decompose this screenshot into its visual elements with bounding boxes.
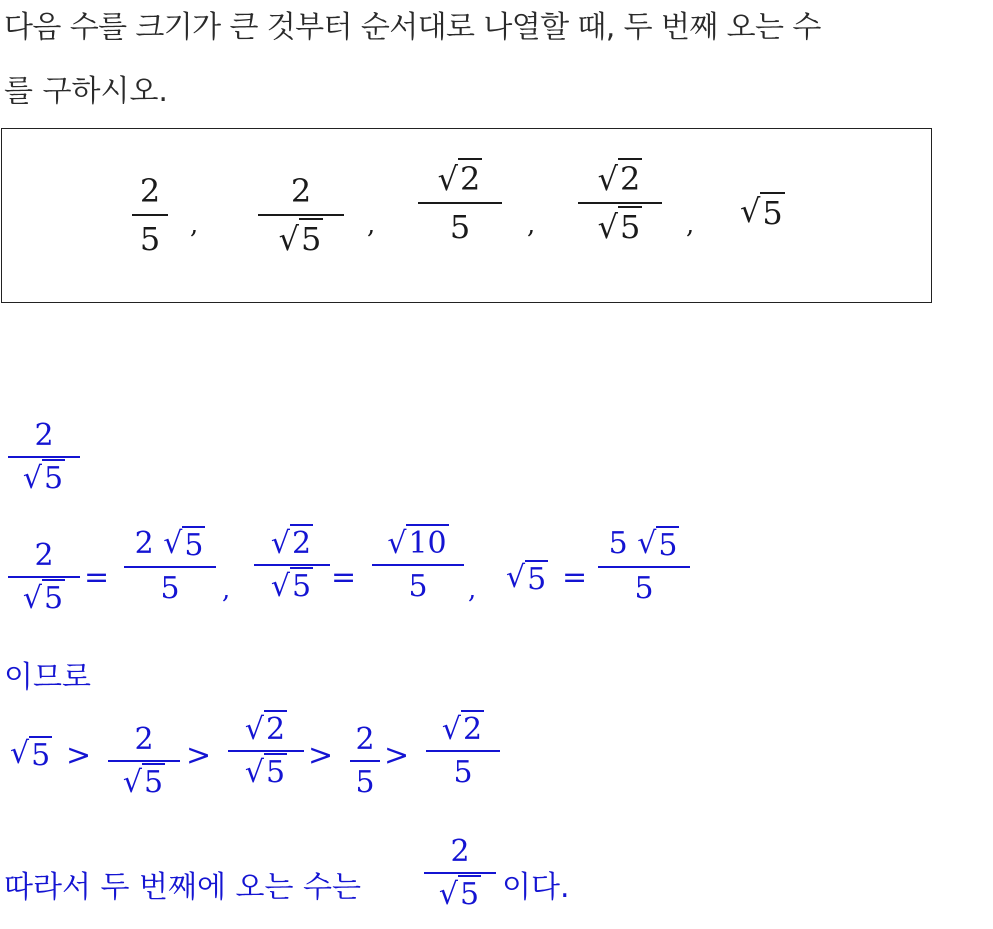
order-term-1: √ 5 <box>10 736 51 773</box>
conclusion-fraction: 2 √5 <box>424 834 496 912</box>
question-line-2: 를 구하시오. <box>4 74 168 109</box>
choice-1-numerator: 2 <box>139 172 161 210</box>
comma: , <box>468 575 477 605</box>
step1-c-result: 5 √ 5 5 <box>598 526 690 606</box>
choice-1 <box>132 172 168 258</box>
choice-separator: , <box>527 210 536 240</box>
choice-5: √ 5 <box>740 192 783 232</box>
conclusion-prefix: 따라서 두 번째에 오는 수는 <box>4 870 361 905</box>
choice-4-numerator: √2 <box>597 160 641 198</box>
order-term-5: √2 5 <box>426 712 500 790</box>
choice-1-denominator: 5 <box>139 220 161 258</box>
equals-sign: = <box>84 560 110 595</box>
greater-than: > <box>384 738 410 773</box>
order-term-2: 2 √5 <box>108 722 180 800</box>
therefore-text: 이므로 <box>4 660 91 695</box>
equals-sign: = <box>331 560 357 595</box>
equals-sign: = <box>562 560 588 595</box>
greater-than: > <box>186 738 212 773</box>
greater-than: > <box>308 738 334 773</box>
order-term-3: √2 √5 <box>228 712 304 790</box>
choice-2-numerator: 2 <box>290 172 312 210</box>
answer-final-numerator: 2 <box>34 418 54 453</box>
conclusion-suffix: 이다. <box>502 870 570 905</box>
answer-final-denominator: √5 <box>22 461 64 496</box>
choice-separator: , <box>190 210 199 240</box>
step1-c-sqrt: √ 5 <box>506 560 547 597</box>
choice-separator: , <box>367 210 376 240</box>
choice-3 <box>418 160 502 246</box>
order-term-4: 2 5 <box>350 722 380 800</box>
choice-3-numerator: √2 <box>437 160 481 198</box>
choice-2 <box>258 172 344 258</box>
step1-b-result: √10 5 <box>372 526 464 604</box>
greater-than: > <box>66 738 92 773</box>
choice-3-denominator: 5 <box>449 208 471 246</box>
choice-2-denominator: √5 <box>278 220 322 258</box>
step1-a-result: 2 √ 5 5 <box>124 526 216 606</box>
answer-final <box>8 418 80 496</box>
choice-4 <box>578 160 662 246</box>
question-line-1: 다음 수를 크기가 큰 것부터 순서대로 나열할 때, 두 번째 오는 수 <box>4 10 821 45</box>
comma: , <box>222 575 231 605</box>
step1-b-fraction: √2 √5 <box>254 526 330 604</box>
step1-a-fraction: 2 √5 <box>8 538 80 616</box>
choice-4-denominator: √5 <box>597 208 641 246</box>
choice-separator: , <box>686 210 695 240</box>
